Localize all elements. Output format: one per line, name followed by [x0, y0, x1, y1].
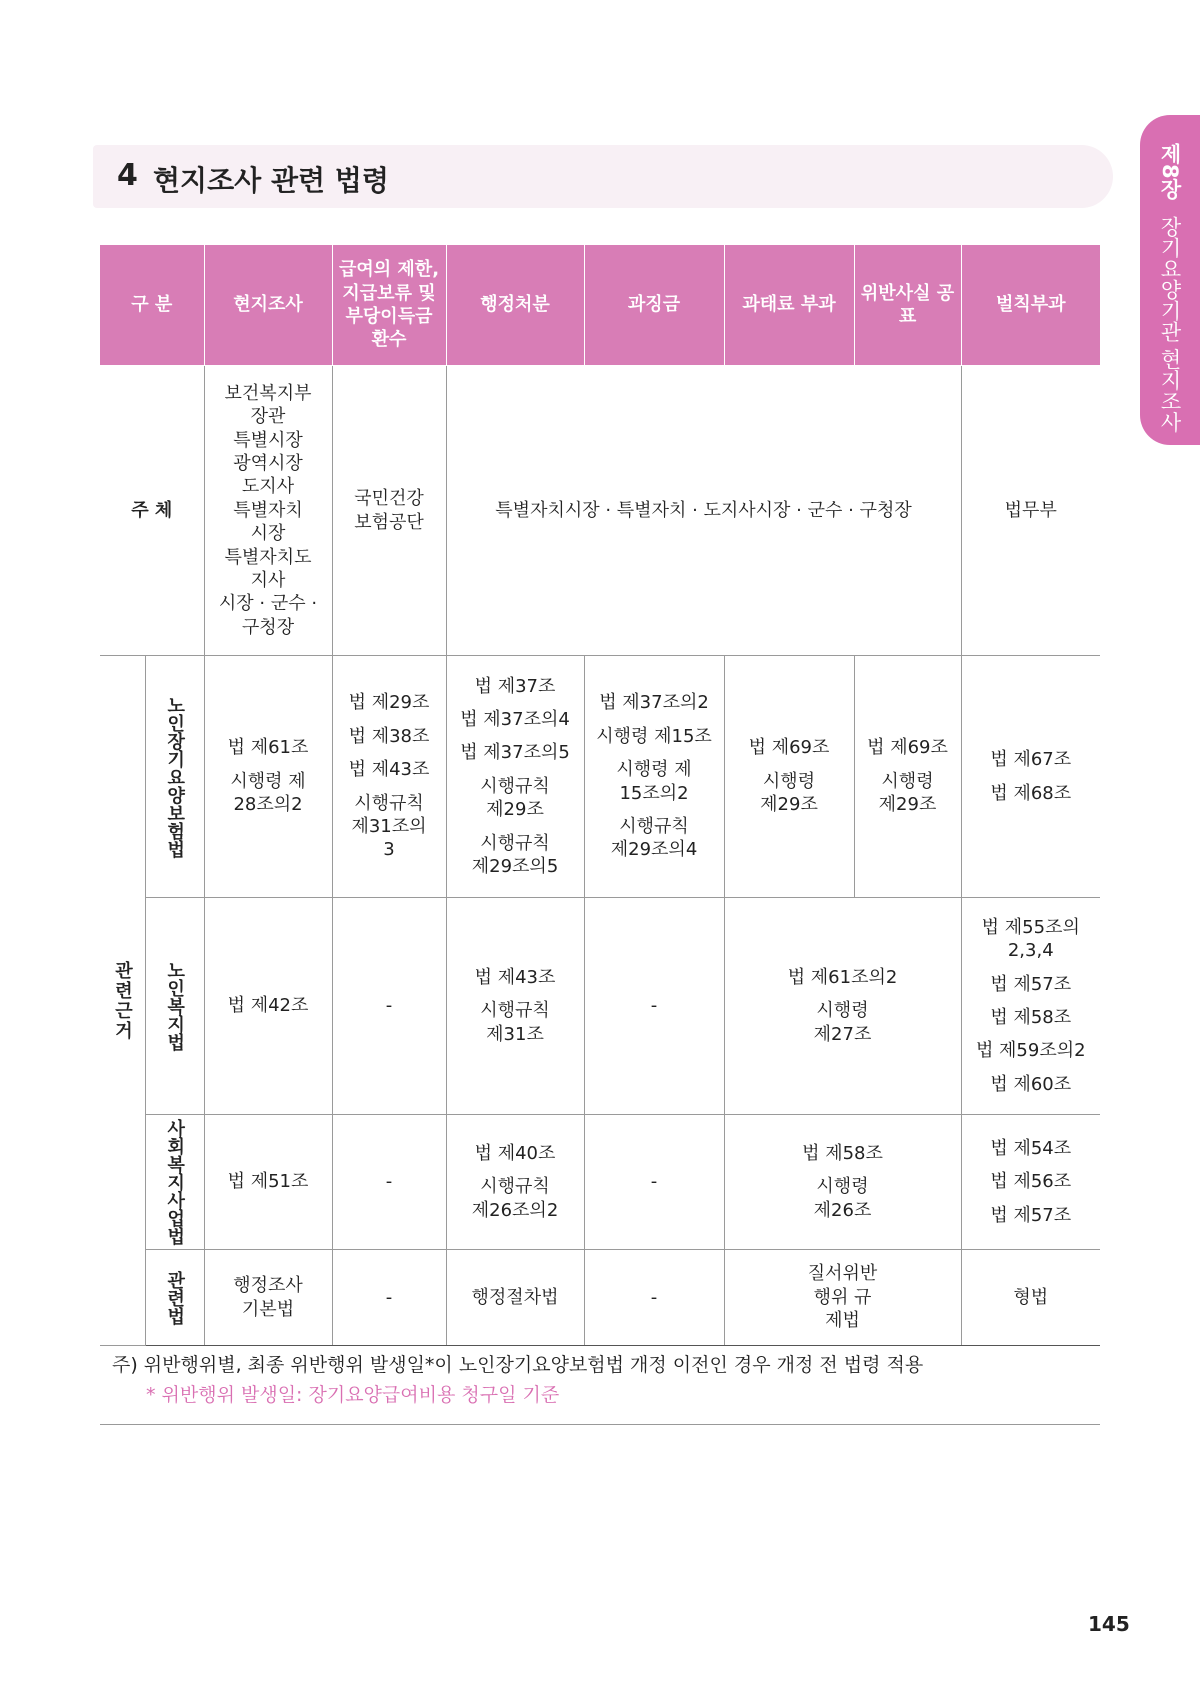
chapter-title: 장기요양기관 현지조사	[1158, 215, 1182, 433]
row-label-social-welfare: 사회복지사업법	[145, 1115, 204, 1250]
row-group-basis: 관련근거	[100, 656, 145, 1346]
table-header-row	[100, 245, 1100, 366]
table-row-subject	[100, 366, 1100, 656]
cell-rl-admin: 행정절차법	[446, 1250, 584, 1346]
section-header	[93, 145, 1113, 208]
cell-sw-admin: 법 제40조 시행규칙 제26조의2	[446, 1115, 584, 1250]
cell-ltc-admin: 법 제37조 법 제37조의4 법 제37조의5 시행규칙 제29조 시행규칙 제29조의5	[446, 656, 584, 898]
row-label-ltc-insurance: 노인장기요양보험법	[145, 656, 204, 898]
cell-ltc-penalty: 법 제67조 법 제68조	[961, 656, 1100, 898]
cell-sw-investigation: 법 제51조	[204, 1115, 332, 1250]
header-investigation: 현지조사	[204, 245, 332, 366]
table-row-social-welfare	[100, 1115, 1100, 1250]
cell-ew-restriction: -	[332, 898, 446, 1115]
footnote-sub: * 위반행위 발생일: 장기요양급여비용 청구일 기준	[146, 1384, 560, 1406]
page-number: 145	[1088, 1612, 1130, 1636]
cell-sw-penalty: 법 제54조 법 제56조 법 제57조	[961, 1115, 1100, 1250]
cell-rl-restriction: -	[332, 1250, 446, 1346]
header-surcharge: 과징금	[584, 245, 724, 366]
section-title: 현지조사 관련 법령	[153, 164, 389, 197]
cell-ltc-disclosure: 법 제69조 시행령 제29조	[854, 656, 961, 898]
cell-sw-surcharge: -	[584, 1115, 724, 1250]
table-row-elderly-welfare	[100, 898, 1100, 1115]
header-penalty: 벌칙부과	[961, 245, 1100, 366]
chapter-number: 제8장	[1158, 143, 1182, 200]
footnote	[100, 1342, 1100, 1425]
cell-ltc-fine: 법 제69조 시행령 제29조	[724, 656, 854, 898]
cell-ew-investigation: 법 제42조	[204, 898, 332, 1115]
row-label-subject: 주 체	[100, 366, 204, 656]
header-disclosure: 위반사실 공표	[854, 245, 961, 366]
cell-ltc-investigation: 법 제61조 시행령 제28조의2	[204, 656, 332, 898]
cell-ew-penalty: 법 제55조의 2,3,4 법 제57조 법 제58조 법 제59조의2 법 제60조	[961, 898, 1100, 1115]
row-label-elderly-welfare: 노인복지법	[145, 898, 204, 1115]
section-number: 4	[117, 158, 138, 193]
cell-subject-shared: 특별자치시장 · 특별자치 · 도지사시장 · 군수 · 구청장	[446, 366, 961, 656]
footnote-main: 주) 위반행위별, 최종 위반행위 발생일*이 노인장기요양보험법 개정 이전인 경우 개정 전 법령 적용	[112, 1354, 924, 1376]
cell-rl-penalty: 형법	[961, 1250, 1100, 1346]
cell-ltc-surcharge: 법 제37조의2 시행령 제15조 시행령 제15조의2 시행규칙 제29조의4	[584, 656, 724, 898]
header-admin: 행정처분	[446, 245, 584, 366]
cell-sw-restriction: -	[332, 1115, 446, 1250]
cell-rl-surcharge: -	[584, 1250, 724, 1346]
cell-ew-surcharge: -	[584, 898, 724, 1115]
header-category: 구 분	[100, 245, 204, 366]
header-restriction: 급여의 제한, 지급보류 및 부당이득금 환수	[332, 245, 446, 366]
cell-ew-fine-disclosure: 법 제61조의2 시행령 제27조	[724, 898, 961, 1115]
cell-ew-admin: 법 제43조 시행규칙 제31조	[446, 898, 584, 1115]
table-row-related-law	[100, 1250, 1100, 1346]
law-table	[100, 244, 1100, 1346]
cell-rl-investigation: 행정조사 기본법	[204, 1250, 332, 1346]
cell-subject-investigation: 보건복지부 장관 특별시장 광역시장 도지사 특별자치 시장 특별자치도 지사 시장 · 군수 · 구청장	[204, 366, 332, 656]
header-fine: 과태료 부과	[724, 245, 854, 366]
table-row-ltc-insurance	[100, 656, 1100, 898]
cell-rl-fine-disclosure: 질서위반 행위 규제법	[724, 1250, 961, 1346]
cell-sw-fine-disclosure: 법 제58조 시행령 제26조	[724, 1115, 961, 1250]
cell-subject-penalty: 법무부	[961, 366, 1100, 656]
chapter-side-tab	[1140, 115, 1200, 445]
row-label-related-law: 관련법	[145, 1250, 204, 1346]
cell-subject-restriction: 국민건강 보험공단	[332, 366, 446, 656]
cell-ltc-restriction: 법 제29조 법 제38조 법 제43조 시행규칙 제31조의3	[332, 656, 446, 898]
